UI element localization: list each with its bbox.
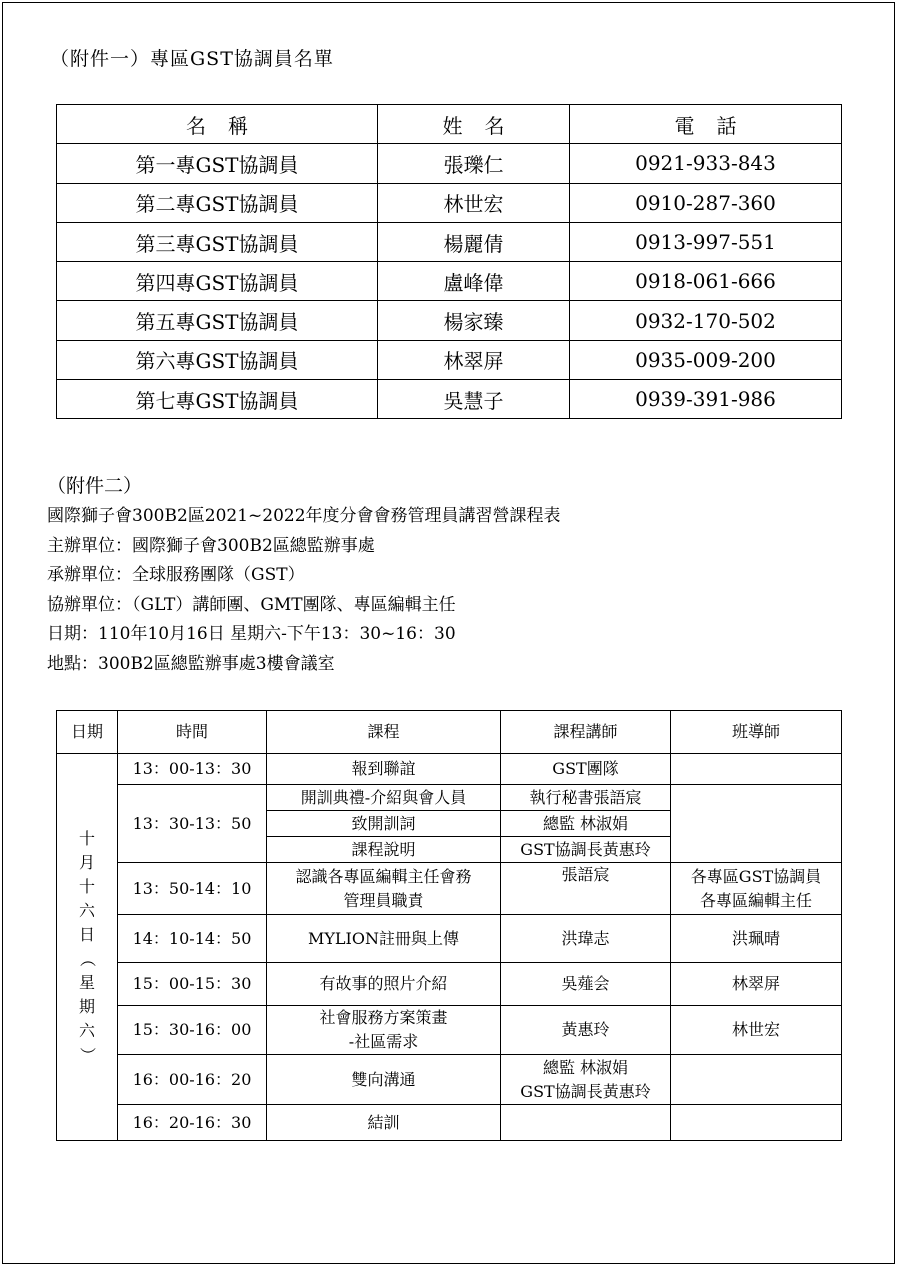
mentor-cell: [671, 1105, 842, 1141]
table-row: [57, 1105, 842, 1141]
lecturer-line: 總監 林淑娟: [542, 1057, 629, 1077]
mentor-cell: 洪珮晴: [671, 915, 842, 963]
date-char: 十: [78, 877, 95, 896]
table-row: [57, 183, 842, 222]
mentor-cell: [671, 863, 842, 915]
date-char: 月: [78, 853, 95, 872]
cell-phone: 0918-061-666: [570, 262, 842, 301]
cell-role: 第一專GST協調員: [57, 144, 378, 183]
lecturer-cell: 張語宸: [501, 863, 671, 915]
table-header-row: [57, 711, 842, 754]
date-char: 十: [78, 829, 95, 848]
mentor-cell: [671, 785, 842, 863]
mentor-cell: [671, 1055, 842, 1105]
table-row: [57, 144, 842, 183]
table-row: [57, 1006, 842, 1055]
table-row: [57, 785, 842, 811]
time-cell: 16：20-16：30: [118, 1105, 267, 1141]
time-cell: 15：00-15：30: [118, 963, 267, 1006]
table-row: [57, 963, 842, 1006]
mentor-line: 各專區編輯主任: [699, 890, 812, 910]
lecturer-cell: 執行秘書張語宸: [501, 785, 671, 811]
header-mentor: 班導師: [671, 711, 842, 754]
lecturer-cell: GST團隊: [501, 754, 671, 785]
date-char: 日: [78, 925, 95, 944]
cell-name: 林翠屏: [378, 340, 570, 379]
table-header-row: [57, 105, 842, 144]
date-cell: [57, 754, 118, 1141]
cell-role: 第五專GST協調員: [57, 301, 378, 340]
date-char: 六: [78, 901, 95, 920]
course-line: 社會服務方案策畫: [319, 1008, 448, 1027]
date-char: （: [78, 950, 97, 967]
mentor-cell: 林世宏: [671, 1006, 842, 1055]
date-char: 期: [78, 997, 95, 1016]
course-line: 管理員職責: [343, 890, 424, 910]
header-course: 課程: [267, 711, 501, 754]
course-cell: [267, 863, 501, 915]
course-cell: [267, 1006, 501, 1055]
table-row: [57, 754, 842, 785]
course-line: -社區需求: [348, 1032, 419, 1051]
lecturer-line: GST協調長黃惠玲: [520, 1081, 651, 1101]
cell-role: 第二專GST協調員: [57, 183, 378, 222]
cell-phone: 0939-391-986: [570, 380, 842, 419]
course-cell: 致開訓詞: [267, 811, 501, 837]
header-lecturer: 課程講師: [501, 711, 671, 754]
lecturer-cell: 黃惠玲: [501, 1006, 671, 1055]
date-line: 日期：110年10月16日 星期六-下午13：30~16：30: [47, 624, 456, 644]
header-phone: 電話: [570, 105, 842, 144]
table-row: [57, 301, 842, 340]
cell-role: 第七專GST協調員: [57, 380, 378, 419]
header-role: 名稱: [57, 105, 378, 144]
mentor-cell: [671, 754, 842, 785]
event-title: 國際獅子會300B2區2021~2022年度分會會務管理員講習營課程表: [47, 506, 561, 526]
lecturer-cell: GST協調長黃惠玲: [501, 837, 671, 863]
cell-name: 楊家臻: [378, 301, 570, 340]
course-cell: 課程說明: [267, 837, 501, 863]
time-cell: 13：30-13：50: [118, 785, 267, 863]
course-line: 認識各專區編輯主任會務: [295, 866, 472, 886]
host-line: 承辦單位：全球服務團隊（GST）: [47, 565, 305, 585]
cell-phone: 0913-997-551: [570, 222, 842, 261]
course-cell: 開訓典禮-介紹與會人員: [267, 785, 501, 811]
attachment2-title: （附件二）: [47, 475, 143, 497]
mentor-line: 各專區GST協調員: [690, 866, 822, 886]
course-cell: 雙向溝通: [267, 1055, 501, 1105]
course-cell: 結訓: [267, 1105, 501, 1141]
mentor-cell: 林翠屏: [671, 963, 842, 1006]
time-cell: 16：00-16：20: [118, 1055, 267, 1105]
cell-phone: 0910-287-360: [570, 183, 842, 222]
date-char: 六: [78, 1021, 95, 1040]
lecturer-cell: 吳薤会: [501, 963, 671, 1006]
course-cell: 有故事的照片介紹: [267, 963, 501, 1006]
coordinator-table: [56, 104, 842, 419]
table-row: [57, 915, 842, 963]
lecturer-cell: [501, 1105, 671, 1141]
organizer-line: 主辦單位：國際獅子會300B2區總監辦事處: [47, 535, 375, 556]
date-char: ）: [78, 1046, 97, 1063]
time-cell: 15：30-16：00: [118, 1006, 267, 1055]
header-name: 姓名: [378, 105, 570, 144]
course-schedule-table: [56, 710, 842, 1141]
cell-name: 盧峰偉: [378, 262, 570, 301]
course-cell: 報到聯誼: [267, 754, 501, 785]
cell-role: 第四專GST協調員: [57, 262, 378, 301]
table-row: [57, 863, 842, 915]
time-cell: 13：50-14：10: [118, 863, 267, 915]
lecturer-cell: [501, 1055, 671, 1105]
cell-name: 林世宏: [378, 183, 570, 222]
table-row: [57, 340, 842, 379]
cell-name: 張瓅仁: [378, 144, 570, 183]
cell-name: 楊麗倩: [378, 222, 570, 261]
time-cell: 13：00-13：30: [118, 754, 267, 785]
cell-phone: 0935-009-200: [570, 340, 842, 379]
co-organizer-line: 協辦單位：（GLT）講師團、GMT團隊、專區編輯主任: [47, 594, 456, 615]
date-char: 星: [78, 973, 95, 992]
cell-name: 吳慧子: [378, 380, 570, 419]
lecturer-cell: 洪瑋志: [501, 915, 671, 963]
attachment2-info: [47, 470, 561, 679]
header-time: 時間: [118, 711, 267, 754]
cell-role: 第三專GST協調員: [57, 222, 378, 261]
attachment1-title: （附件一）專區GST協調員名單: [50, 48, 334, 70]
table-row: [57, 262, 842, 301]
table-row: [57, 1055, 842, 1105]
lecturer-cell: 總監 林淑娟: [501, 811, 671, 837]
course-cell: MYLION註冊與上傳: [267, 915, 501, 963]
time-cell: 14：10-14：50: [118, 915, 267, 963]
header-date: 日期: [57, 711, 118, 754]
table-row: [57, 222, 842, 261]
cell-phone: 0921-933-843: [570, 144, 842, 183]
cell-role: 第六專GST協調員: [57, 340, 378, 379]
table-row: [57, 380, 842, 419]
venue-line: 地點：300B2區總監辦事處3樓會議室: [47, 653, 335, 674]
cell-phone: 0932-170-502: [570, 301, 842, 340]
